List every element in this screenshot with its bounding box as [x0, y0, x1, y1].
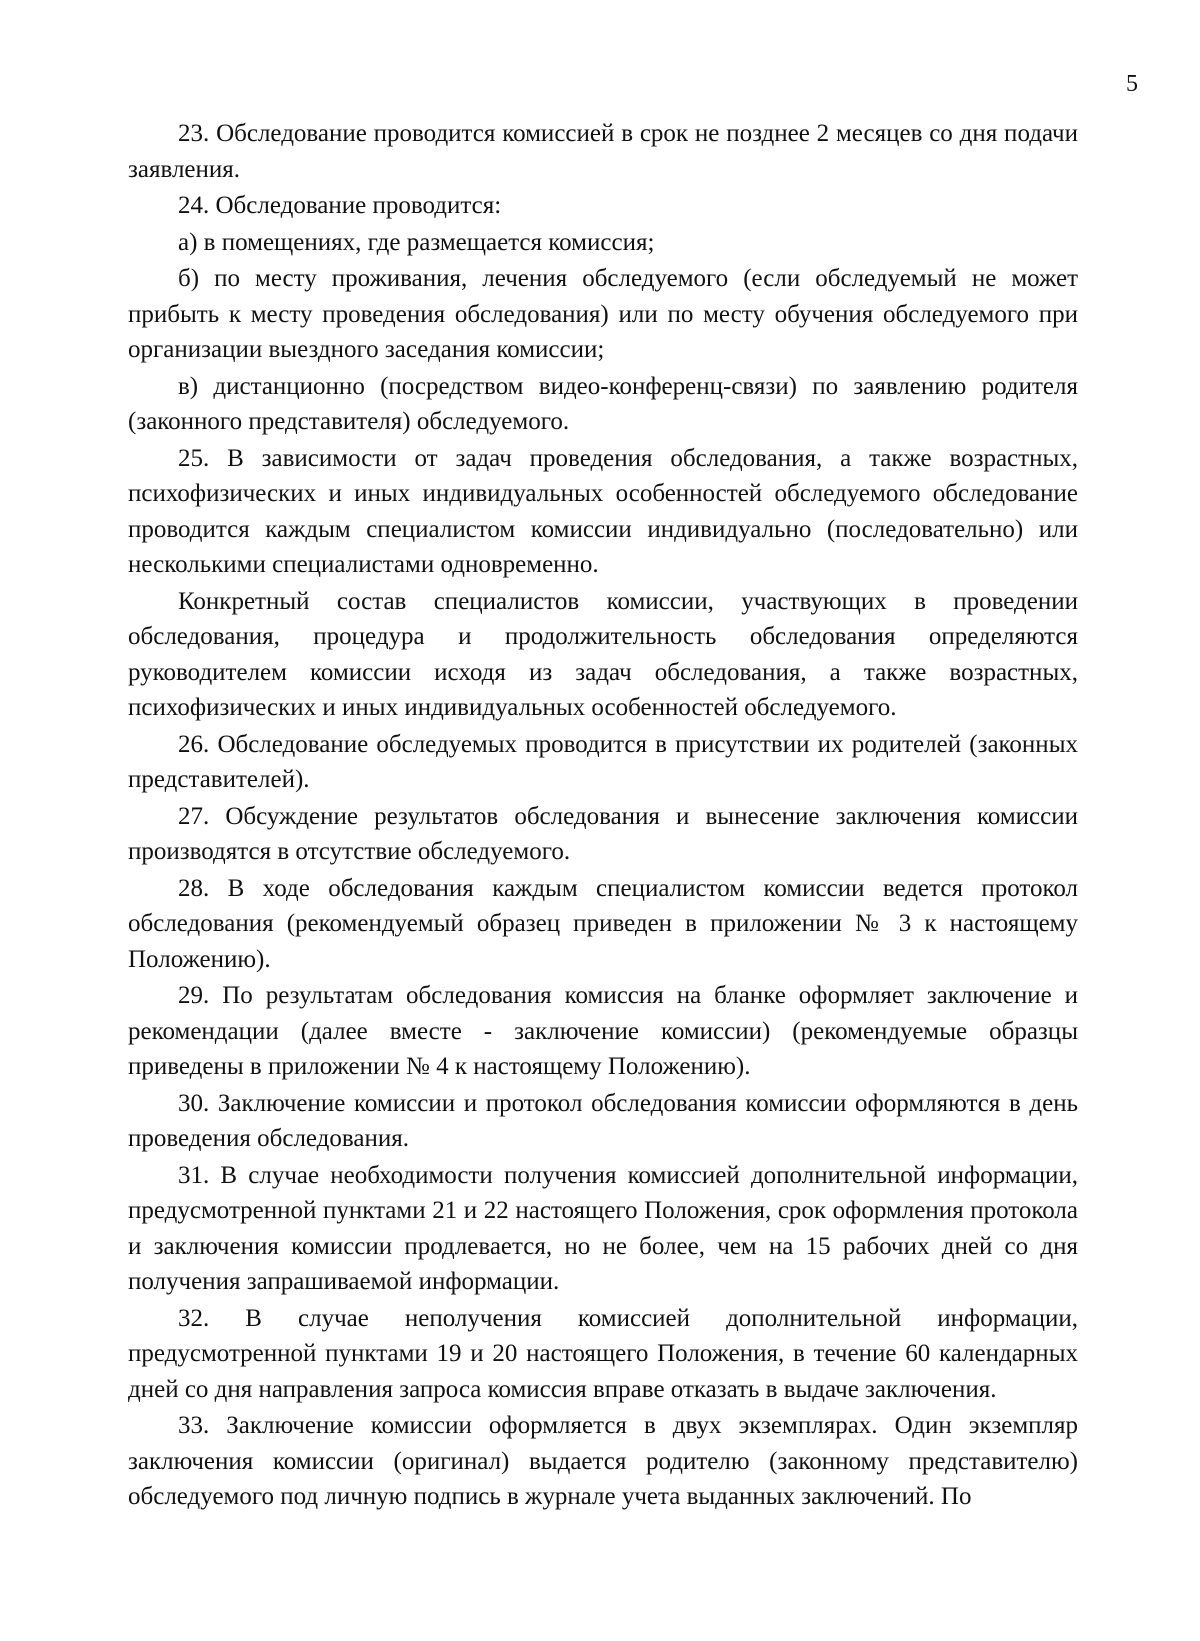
page-number: 5 [1126, 71, 1138, 97]
paragraph-23: 23. Обследование проводится комиссией в срок не позднее 2 месяцев со дня подачи заявления. [128, 120, 1078, 183]
document-body [128, 116, 1078, 1516]
paragraph-29: 29. По результатам обследования комиссия на бланке оформляет заключение и рекомендации (далее вместе - заключение комиссии) (рекомендуемые образцы приведены в приложении № 4 к настоящему Положению). [128, 982, 1078, 1080]
paragraph-25-continued: Конкретный состав специалистов комиссии, участвующих в проведении обследования, процедура и продолжительность обследования определяются руководителем комиссии исходя из задач обследования, а также возрастных, психофизических и иных индивидуальных особенностей обследуемого. [128, 587, 1078, 721]
paragraph-24-c: в) дистанционно (посредством видео-конференц-связи) по заявлению родителя (законного представителя) обследуемого. [128, 372, 1078, 435]
paragraph-24-b: б) по месту проживания, лечения обследуемого (если обследуемый не может прибыть к месту проведения обследования) или по месту обучения обследуемого при организации выездного заседания комиссии; [128, 265, 1078, 363]
paragraph-30: 30. Заключение комиссии и протокол обследования комиссии оформляются в день проведения обследования. [128, 1089, 1078, 1152]
paragraph-26: 26. Обследование обследуемых проводится в присутствии их родителей (законных представителей). [128, 730, 1078, 793]
paragraph-27: 27. Обсуждение результатов обследования и вынесение заключения комиссии производятся в отсутствие обследуемого. [128, 802, 1078, 865]
paragraph-28: 28. В ходе обследования каждым специалистом комиссии ведется протокол обследования (рекомендуемый образец приведен в приложении № 3 к настоящему Положению). [128, 874, 1078, 973]
paragraph-33: 33. Заключение комиссии оформляется в двух экземплярах. Один экземпляр заключения комиссии (оригинал) выдается родителю (законному представителю) обследуемого под личную подпись в журнале учета выданных заключений. По [128, 1412, 1078, 1510]
paragraph-24-a: а) в помещениях, где размещается комиссия; [178, 228, 655, 256]
paragraph-25: 25. В зависимости от задач проведения обследования, а также возрастных, психофизических и иных индивидуальных особенностей обследуемого обследование проводится каждым специалистом комиссии индивидуально (последовательно) или несколькими специалистами одновременно. [128, 444, 1078, 578]
paragraph-24: 24. Обследование проводится: [178, 192, 502, 219]
paragraph-32: 32. В случае неполучения комиссией дополнительной информации, предусмотренной пунктами 19 и 20 настоящего Положения, в течение 60 календарных дней со дня направления запроса комиссия вправе отказать в выдаче заключения. [128, 1304, 1078, 1403]
paragraph-31: 31. В случае необходимости получения комиссией дополнительной информации, предусмотренной пунктами 21 и 22 настоящего Положения, срок оформления протокола и заключения комиссии продлевается, но не более, чем на 15 рабочих дней со дня получения запрашиваемой информации. [128, 1161, 1078, 1295]
